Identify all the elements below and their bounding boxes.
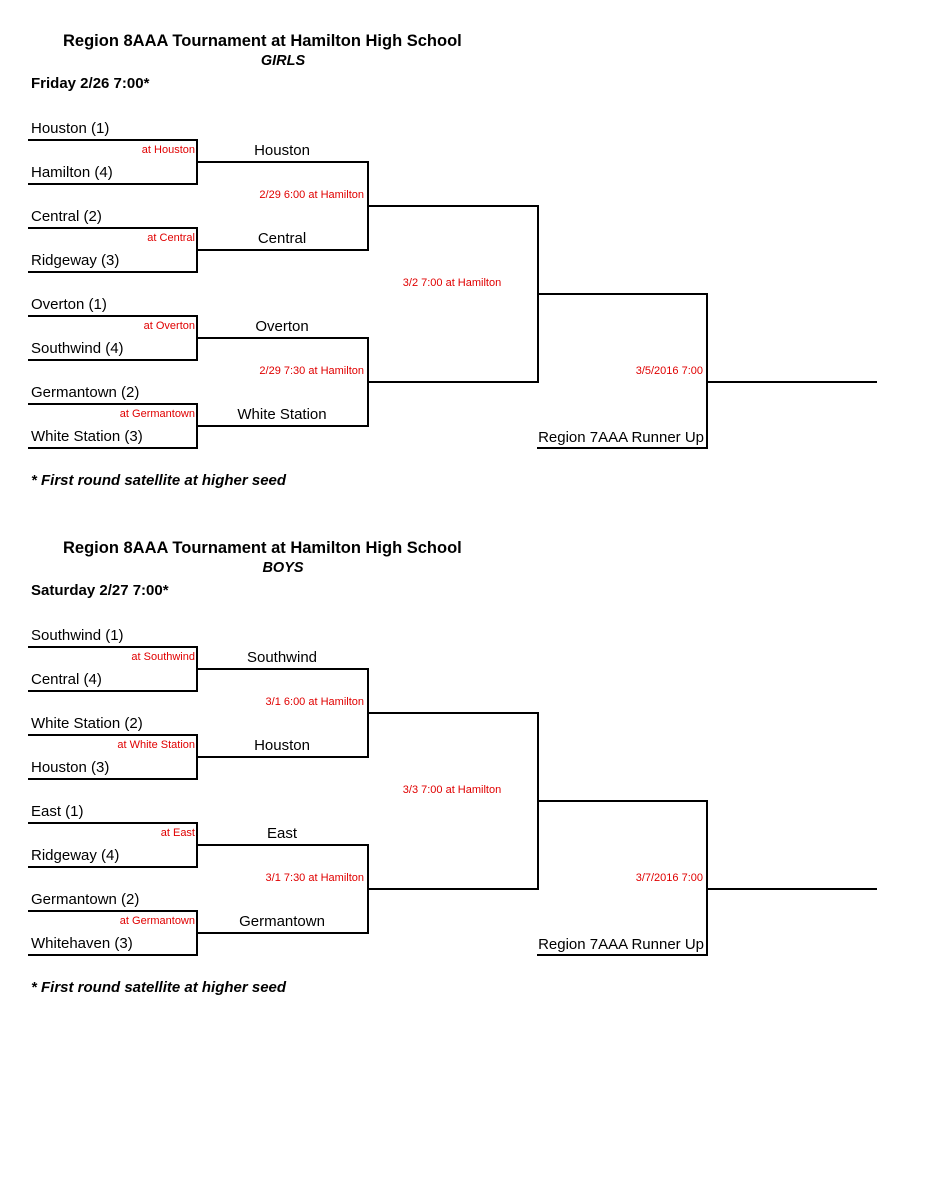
bracket-line bbox=[706, 888, 877, 890]
game-venue: at East bbox=[160, 827, 195, 839]
bracket-line bbox=[28, 403, 198, 405]
bracket-line bbox=[28, 315, 198, 317]
bracket-line bbox=[537, 800, 708, 802]
bracket-line bbox=[197, 161, 369, 163]
bracket-line bbox=[28, 139, 198, 141]
team-slot: Houston (3) bbox=[31, 759, 110, 776]
bracket-line bbox=[28, 778, 198, 780]
semifinal-schedule: 3/1 7:30 at Hamilton bbox=[265, 872, 364, 884]
semifinal-schedule: 2/29 7:30 at Hamilton bbox=[259, 365, 364, 377]
bracket-line bbox=[28, 822, 198, 824]
team-slot: Ridgeway (4) bbox=[31, 847, 120, 864]
final-schedule: 3/3 7:00 at Hamilton bbox=[402, 784, 502, 796]
sectional-schedule: 3/5/2016 7:00 bbox=[635, 365, 703, 377]
team-slot: Central (2) bbox=[31, 208, 102, 225]
team-slot: East (1) bbox=[31, 803, 84, 820]
team-slot: White Station (3) bbox=[31, 428, 143, 445]
bracket-line bbox=[537, 447, 708, 449]
final-schedule: 3/2 7:00 at Hamilton bbox=[402, 277, 502, 289]
bracket-title: Region 8AAA Tournament at Hamilton High School bbox=[63, 539, 462, 557]
footnote: * First round satellite at higher seed bbox=[31, 472, 287, 489]
winner-slot: East bbox=[266, 825, 297, 842]
bracket-line bbox=[706, 381, 877, 383]
team-slot: Central (4) bbox=[31, 671, 102, 688]
bracket-line bbox=[28, 646, 198, 648]
bracket-line bbox=[28, 690, 198, 692]
bracket-line bbox=[197, 337, 369, 339]
bracket-line bbox=[197, 249, 369, 251]
bracket-connector bbox=[706, 800, 708, 956]
bracket-line bbox=[28, 359, 198, 361]
bracket-line bbox=[197, 844, 369, 846]
team-slot: Whitehaven (3) bbox=[31, 935, 133, 952]
winner-slot: Houston bbox=[254, 142, 310, 159]
team-slot: White Station (2) bbox=[31, 715, 143, 732]
opponent-slot: Region 7AAA Runner Up bbox=[538, 936, 704, 953]
game-venue: at Houston bbox=[141, 144, 195, 156]
team-slot: Southwind (1) bbox=[31, 627, 124, 644]
first-round-date: Friday 2/26 7:00* bbox=[31, 75, 150, 92]
bracket-subtitle: GIRLS bbox=[260, 53, 306, 69]
bracket-line bbox=[537, 293, 708, 295]
sectional-schedule: 3/7/2016 7:00 bbox=[635, 872, 703, 884]
winner-slot: Central bbox=[257, 230, 307, 247]
bracket-line bbox=[367, 381, 539, 383]
bracket-line bbox=[197, 668, 369, 670]
team-slot: Germantown (2) bbox=[31, 384, 140, 401]
team-slot: Southwind (4) bbox=[31, 340, 124, 357]
game-venue: at Germantown bbox=[119, 408, 195, 420]
bracket-line bbox=[197, 932, 369, 934]
team-slot: Overton (1) bbox=[31, 296, 107, 313]
bracket-line bbox=[28, 447, 198, 449]
game-venue: at Overton bbox=[143, 320, 195, 332]
winner-slot: Germantown bbox=[239, 913, 325, 930]
winner-slot: Houston bbox=[254, 737, 310, 754]
footnote: * First round satellite at higher seed bbox=[31, 979, 287, 996]
bracket-line bbox=[28, 866, 198, 868]
semifinal-schedule: 3/1 6:00 at Hamilton bbox=[265, 696, 364, 708]
boys-bracket bbox=[0, 507, 927, 1007]
bracket-line bbox=[367, 888, 539, 890]
winner-slot: Overton bbox=[255, 318, 309, 335]
team-slot: Germantown (2) bbox=[31, 891, 140, 908]
first-round-date: Saturday 2/27 7:00* bbox=[31, 582, 169, 599]
bracket-line bbox=[28, 954, 198, 956]
winner-slot: Southwind bbox=[246, 649, 318, 666]
game-venue: at White Station bbox=[117, 739, 195, 751]
bracket-line bbox=[28, 910, 198, 912]
bracket-line bbox=[28, 271, 198, 273]
bracket-line bbox=[28, 734, 198, 736]
game-venue: at Germantown bbox=[119, 915, 195, 927]
bracket-line bbox=[28, 227, 198, 229]
bracket-line bbox=[197, 756, 369, 758]
bracket-title: Region 8AAA Tournament at Hamilton High School bbox=[63, 32, 462, 50]
bracket-line bbox=[28, 183, 198, 185]
bracket-connector bbox=[706, 293, 708, 449]
team-slot: Hamilton (4) bbox=[31, 164, 113, 181]
opponent-slot: Region 7AAA Runner Up bbox=[538, 429, 704, 446]
girls-bracket bbox=[0, 0, 927, 500]
bracket-subtitle: BOYS bbox=[262, 560, 304, 576]
bracket-line bbox=[367, 712, 539, 714]
game-venue: at Southwind bbox=[131, 651, 195, 663]
semifinal-schedule: 2/29 6:00 at Hamilton bbox=[259, 189, 364, 201]
team-slot: Houston (1) bbox=[31, 120, 110, 137]
bracket-line bbox=[537, 954, 708, 956]
winner-slot: White Station bbox=[237, 406, 327, 423]
bracket-line bbox=[367, 205, 539, 207]
game-venue: at Central bbox=[147, 232, 195, 244]
bracket-line bbox=[197, 425, 369, 427]
team-slot: Ridgeway (3) bbox=[31, 252, 120, 269]
